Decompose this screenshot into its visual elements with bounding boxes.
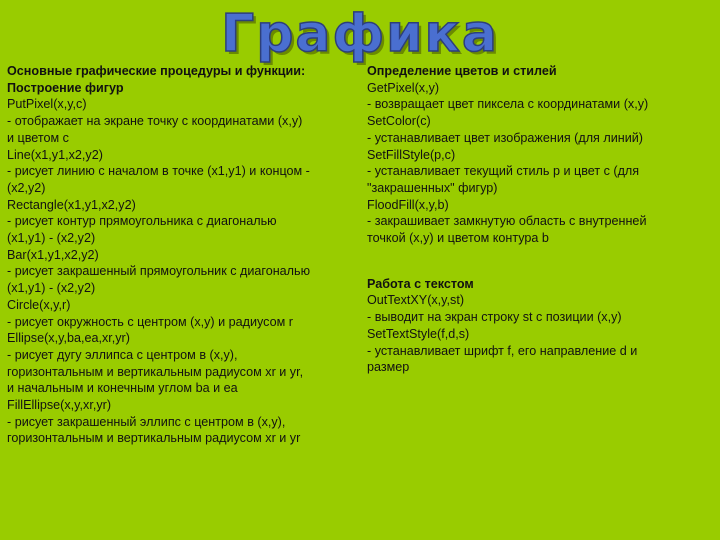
text-line: Ellipse(x,y,ba,ea,xr,yr) — [7, 331, 130, 346]
section-gap — [367, 247, 712, 276]
text-section — [367, 276, 712, 376]
section-heading: Работа с текстом — [367, 276, 474, 291]
text-line: Rectangle(x1,y1,x2,y2) — [7, 197, 136, 212]
section-heading: Основные графические процедуры и функции: — [7, 64, 306, 78]
text-line: SetColor(c) — [367, 114, 431, 129]
text-line: - рисует закрашенный эллипс с центром в (x,y), — [7, 414, 286, 429]
text-line: - рисует закрашенный прямоугольник с диагональю — [7, 264, 311, 279]
text-line: - возвращает цвет пиксела с координатами (x,y) — [367, 97, 649, 112]
text-line: точкой (x,y) и цветом контура b — [367, 231, 549, 246]
text-line: - устанавливает текущий стиль p и цвет c (для — [367, 164, 640, 179]
section-heading: Построение фигур — [7, 80, 124, 95]
text-line: - устанавливает цвет изображения (для линий) — [367, 130, 643, 145]
text-line: и начальным и конечным углом ba и ea — [7, 381, 238, 396]
text-line: (x1,y1) - (x2,y2) — [7, 231, 96, 246]
left-column — [7, 63, 352, 447]
text-line: FloodFill(x,y,b) — [367, 197, 449, 212]
text-line: - устанавливает шрифт f, его направление d и — [367, 343, 638, 358]
text-line: Bar(x1,y1,x2,y2) — [7, 247, 99, 262]
text-line: (x2,y2) — [7, 180, 46, 195]
section-heading: Определение цветов и стилей — [367, 64, 557, 78]
text-line: - рисует контур прямоугольника с диагональю — [7, 214, 277, 229]
text-line: размер — [367, 360, 410, 375]
text-line: (x1,y1) - (x2,y2) — [7, 281, 96, 296]
text-line: - рисует окружность с центром (x,y) и радиусом r — [7, 314, 293, 329]
text-line: горизонтальным и вертикальным радиусом xr и yr — [7, 431, 301, 446]
text-line: SetTextStyle(f,d,s) — [367, 326, 470, 341]
text-line: горизонтальным и вертикальным радиусом xr и yr, — [7, 364, 304, 379]
text-line: GetPixel(x,y) — [367, 80, 440, 95]
text-line: и цветом c — [7, 130, 69, 145]
text-line: PutPixel(x,y,c) — [7, 97, 87, 112]
text-line: - рисует дугу эллипса с центром в (x,y), — [7, 347, 238, 362]
right-column — [367, 63, 712, 376]
text-line: - выводит на экран строку st с позиции (x,y) — [367, 310, 622, 325]
text-line: - рисует линию с началом в точке (x1,y1) и концом - — [7, 164, 310, 179]
text-line: Line(x1,y1,x2,y2) — [7, 147, 103, 162]
text-line: - отображает на экране точку с координатами (x,y) — [7, 114, 303, 129]
text-line: FillEllipse(x,y,xr,yr) — [7, 398, 112, 413]
text-line: OutTextXY(x,y,st) — [367, 293, 465, 308]
colors-section — [367, 63, 712, 247]
slide-title: Графика — [221, 4, 499, 64]
text-line: "закрашенных" фигур) — [367, 180, 498, 195]
text-line: - закрашивает замкнутую область с внутренней — [367, 214, 647, 229]
text-line: SetFillStyle(p,c) — [367, 147, 456, 162]
text-line: Circle(x,y,r) — [7, 297, 71, 312]
